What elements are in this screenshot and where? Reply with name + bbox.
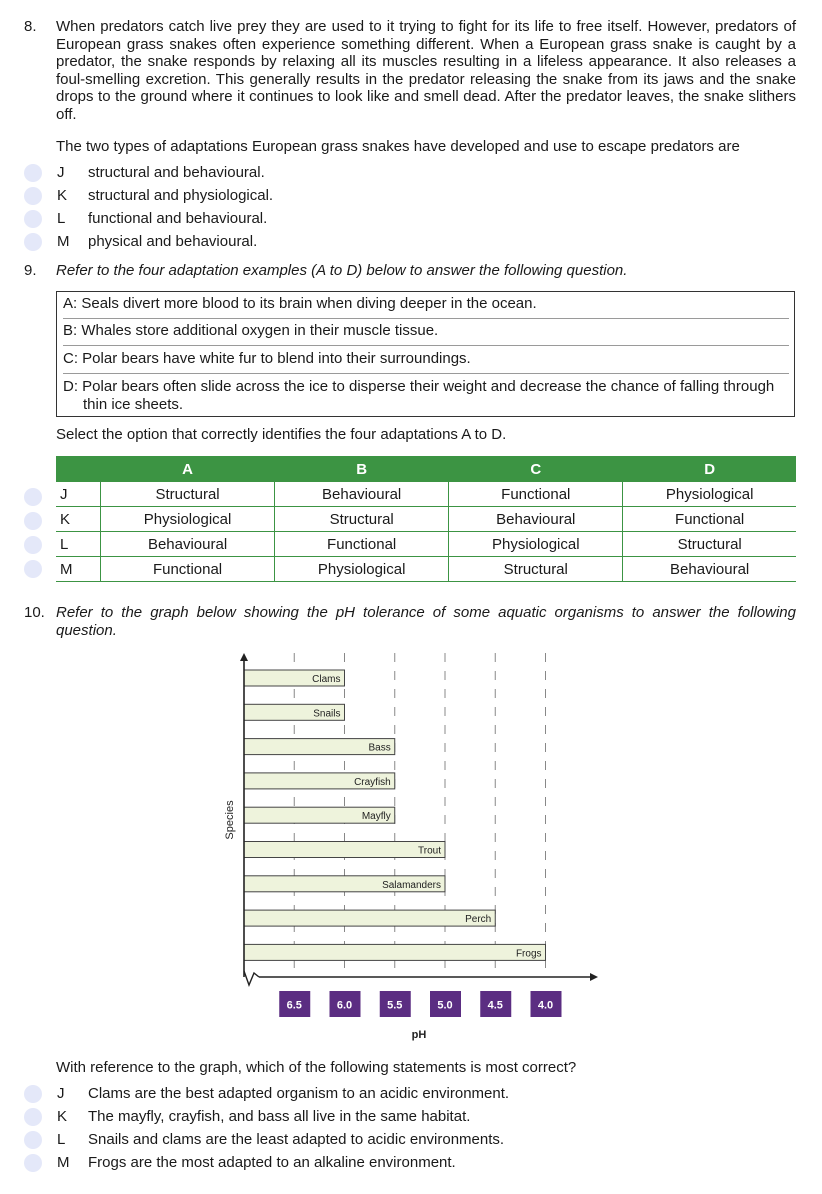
option-text: physical and behavioural. [88,233,258,250]
q10-option-m[interactable] [24,1152,794,1174]
y-axis-title: Species [224,800,236,840]
bar-label: Frogs [515,948,542,960]
bar-label: Crayfish [354,776,391,788]
option-letter: J [57,1085,65,1102]
answer-bubble[interactable] [24,1108,42,1126]
table-cell: Behavioural [101,532,275,557]
table-cell: Functional [101,557,275,582]
q10-number: 10. [24,604,45,621]
answer-bubble[interactable] [24,187,42,205]
q8-option-j[interactable] [24,162,794,184]
bar-label: Perch [465,914,492,926]
option-text: The mayfly, crayfish, and bass all live in the same habitat. [88,1108,471,1125]
table-cell: Physiological [623,482,796,507]
table-header: A [101,456,275,482]
table-row[interactable] [56,507,796,532]
answer-bubble-m[interactable] [24,560,42,578]
q9-question: Select the option that correctly identifies the four adaptations A to D. [56,426,507,443]
q10-option-l[interactable] [24,1129,794,1151]
adaptation-table [56,456,796,582]
q10-option-j[interactable] [24,1083,794,1105]
tick-label: 6.0 [336,999,353,1012]
answer-bubble[interactable] [24,233,42,251]
answer-bubble[interactable] [24,1154,42,1172]
answer-bubble-j[interactable] [24,488,42,506]
bar-label: Snails [313,708,341,720]
option-letter: L [57,1131,66,1148]
bar-frogs [244,944,546,960]
q8-option-k[interactable] [24,185,794,207]
answer-bubble-l[interactable] [24,536,42,554]
option-text: Clams are the best adapted organism to an acidic environment. [88,1085,510,1102]
option-letter: L [56,532,101,557]
axis-break [244,971,259,985]
bar-trout [244,842,445,858]
bar-label: Bass [368,742,391,754]
bar-label: Mayfly [361,811,391,823]
answer-bubble[interactable] [24,210,42,228]
table-header: D [623,456,796,482]
table-cell: Functional [275,532,449,557]
answer-bubble[interactable] [24,1131,42,1149]
x-axis-arrow [590,973,598,981]
table-row[interactable] [56,482,796,507]
answer-bubble[interactable] [24,164,42,182]
example-a: A: Seals divert more blood to its brain when diving deeper in the ocean. [63,295,789,319]
table-cell: Physiological [101,507,275,532]
ph-tolerance-chart [215,645,605,1045]
q10-intro: Refer to the graph below showing the pH tolerance of some aquatic organisms to answer the following question. [56,604,796,639]
option-letter: L [57,210,66,227]
option-text: Frogs are the most adapted to an alkaline environment. [88,1154,456,1171]
bar-label: Clams [312,674,341,685]
table-cell: Structural [449,557,623,582]
q8-option-l[interactable] [24,208,794,230]
table-header [56,456,101,482]
tick-label: 4.0 [537,999,554,1012]
example-b: B: Whales store additional oxygen in their muscle tissue. [63,322,789,346]
option-letter: K [56,507,101,532]
table-cell: Structural [275,507,449,532]
x-axis-title: pH [411,1029,427,1041]
example-d: D: Polar bears often slide across the ice to disperse their weight and decrease the chance of falling through thin ice sheets. [63,378,775,413]
q8-stem: When predators catch live prey they are used to it trying to fight for its life to free itself. However, predators of European grass snakes often experience something different. When a European grass snake is caught by a predator, the snake responds by relaxing all its muscles resulting in a lifeless appearance. It also releases a foul-smelling excretion. This generally results in the predator releasing the snake from its jaws and the snake drops to the ground where it continues to look like and smell dead. After the predator leaves, the snake slithers off. [56,18,796,123]
q9-number: 9. [24,262,37,279]
table-cell: Behavioural [275,482,449,507]
table-row[interactable] [56,532,796,557]
q8-option-m[interactable] [24,231,794,253]
table-row[interactable] [56,557,796,582]
bar-perch [244,910,495,926]
answer-bubble-k[interactable] [24,512,42,530]
y-axis-arrow [240,653,248,661]
option-letter: M [57,233,70,250]
bar-label: Salamanders [382,879,441,891]
tick-label: 5.0 [437,999,453,1012]
option-letter: K [57,187,68,204]
table-cell: Structural [101,482,275,507]
answer-bubble[interactable] [24,1085,42,1103]
option-letter: M [56,557,101,582]
table-cell: Structural [623,532,796,557]
tick-label: 4.5 [487,999,503,1012]
adaptation-examples-box [56,291,795,417]
table-cell: Functional [623,507,796,532]
table-cell: Behavioural [449,507,623,532]
table-cell: Physiological [275,557,449,582]
table-cell: Functional [449,482,623,507]
q10-option-k[interactable] [24,1106,794,1128]
tick-label: 6.5 [286,999,302,1012]
option-text: functional and behavioural. [88,210,268,227]
bar-label: Trout [418,845,441,857]
example-c: C: Polar bears have white fur to blend into their surroundings. [63,350,789,374]
tick-label: 5.5 [387,999,403,1012]
table-cell: Behavioural [623,557,796,582]
q10-question: With reference to the graph, which of the following statements is most correct? [56,1059,577,1076]
q9-intro: Refer to the four adaptation examples (A to D) below to answer the following question. [56,262,628,279]
option-text: Snails and clams are the least adapted to acidic environments. [88,1131,505,1148]
option-letter: J [56,482,101,507]
q8-number: 8. [24,18,37,35]
table-cell: Physiological [449,532,623,557]
option-letter: M [57,1154,70,1171]
option-letter: J [57,164,65,181]
option-letter: K [57,1108,68,1125]
table-header: C [449,456,623,482]
option-text: structural and behavioural. [88,164,265,181]
option-text: structural and physiological. [88,187,274,204]
table-header: B [275,456,449,482]
q8-question: The two types of adaptations European grass snakes have developed and use to escape predators are [56,138,740,155]
